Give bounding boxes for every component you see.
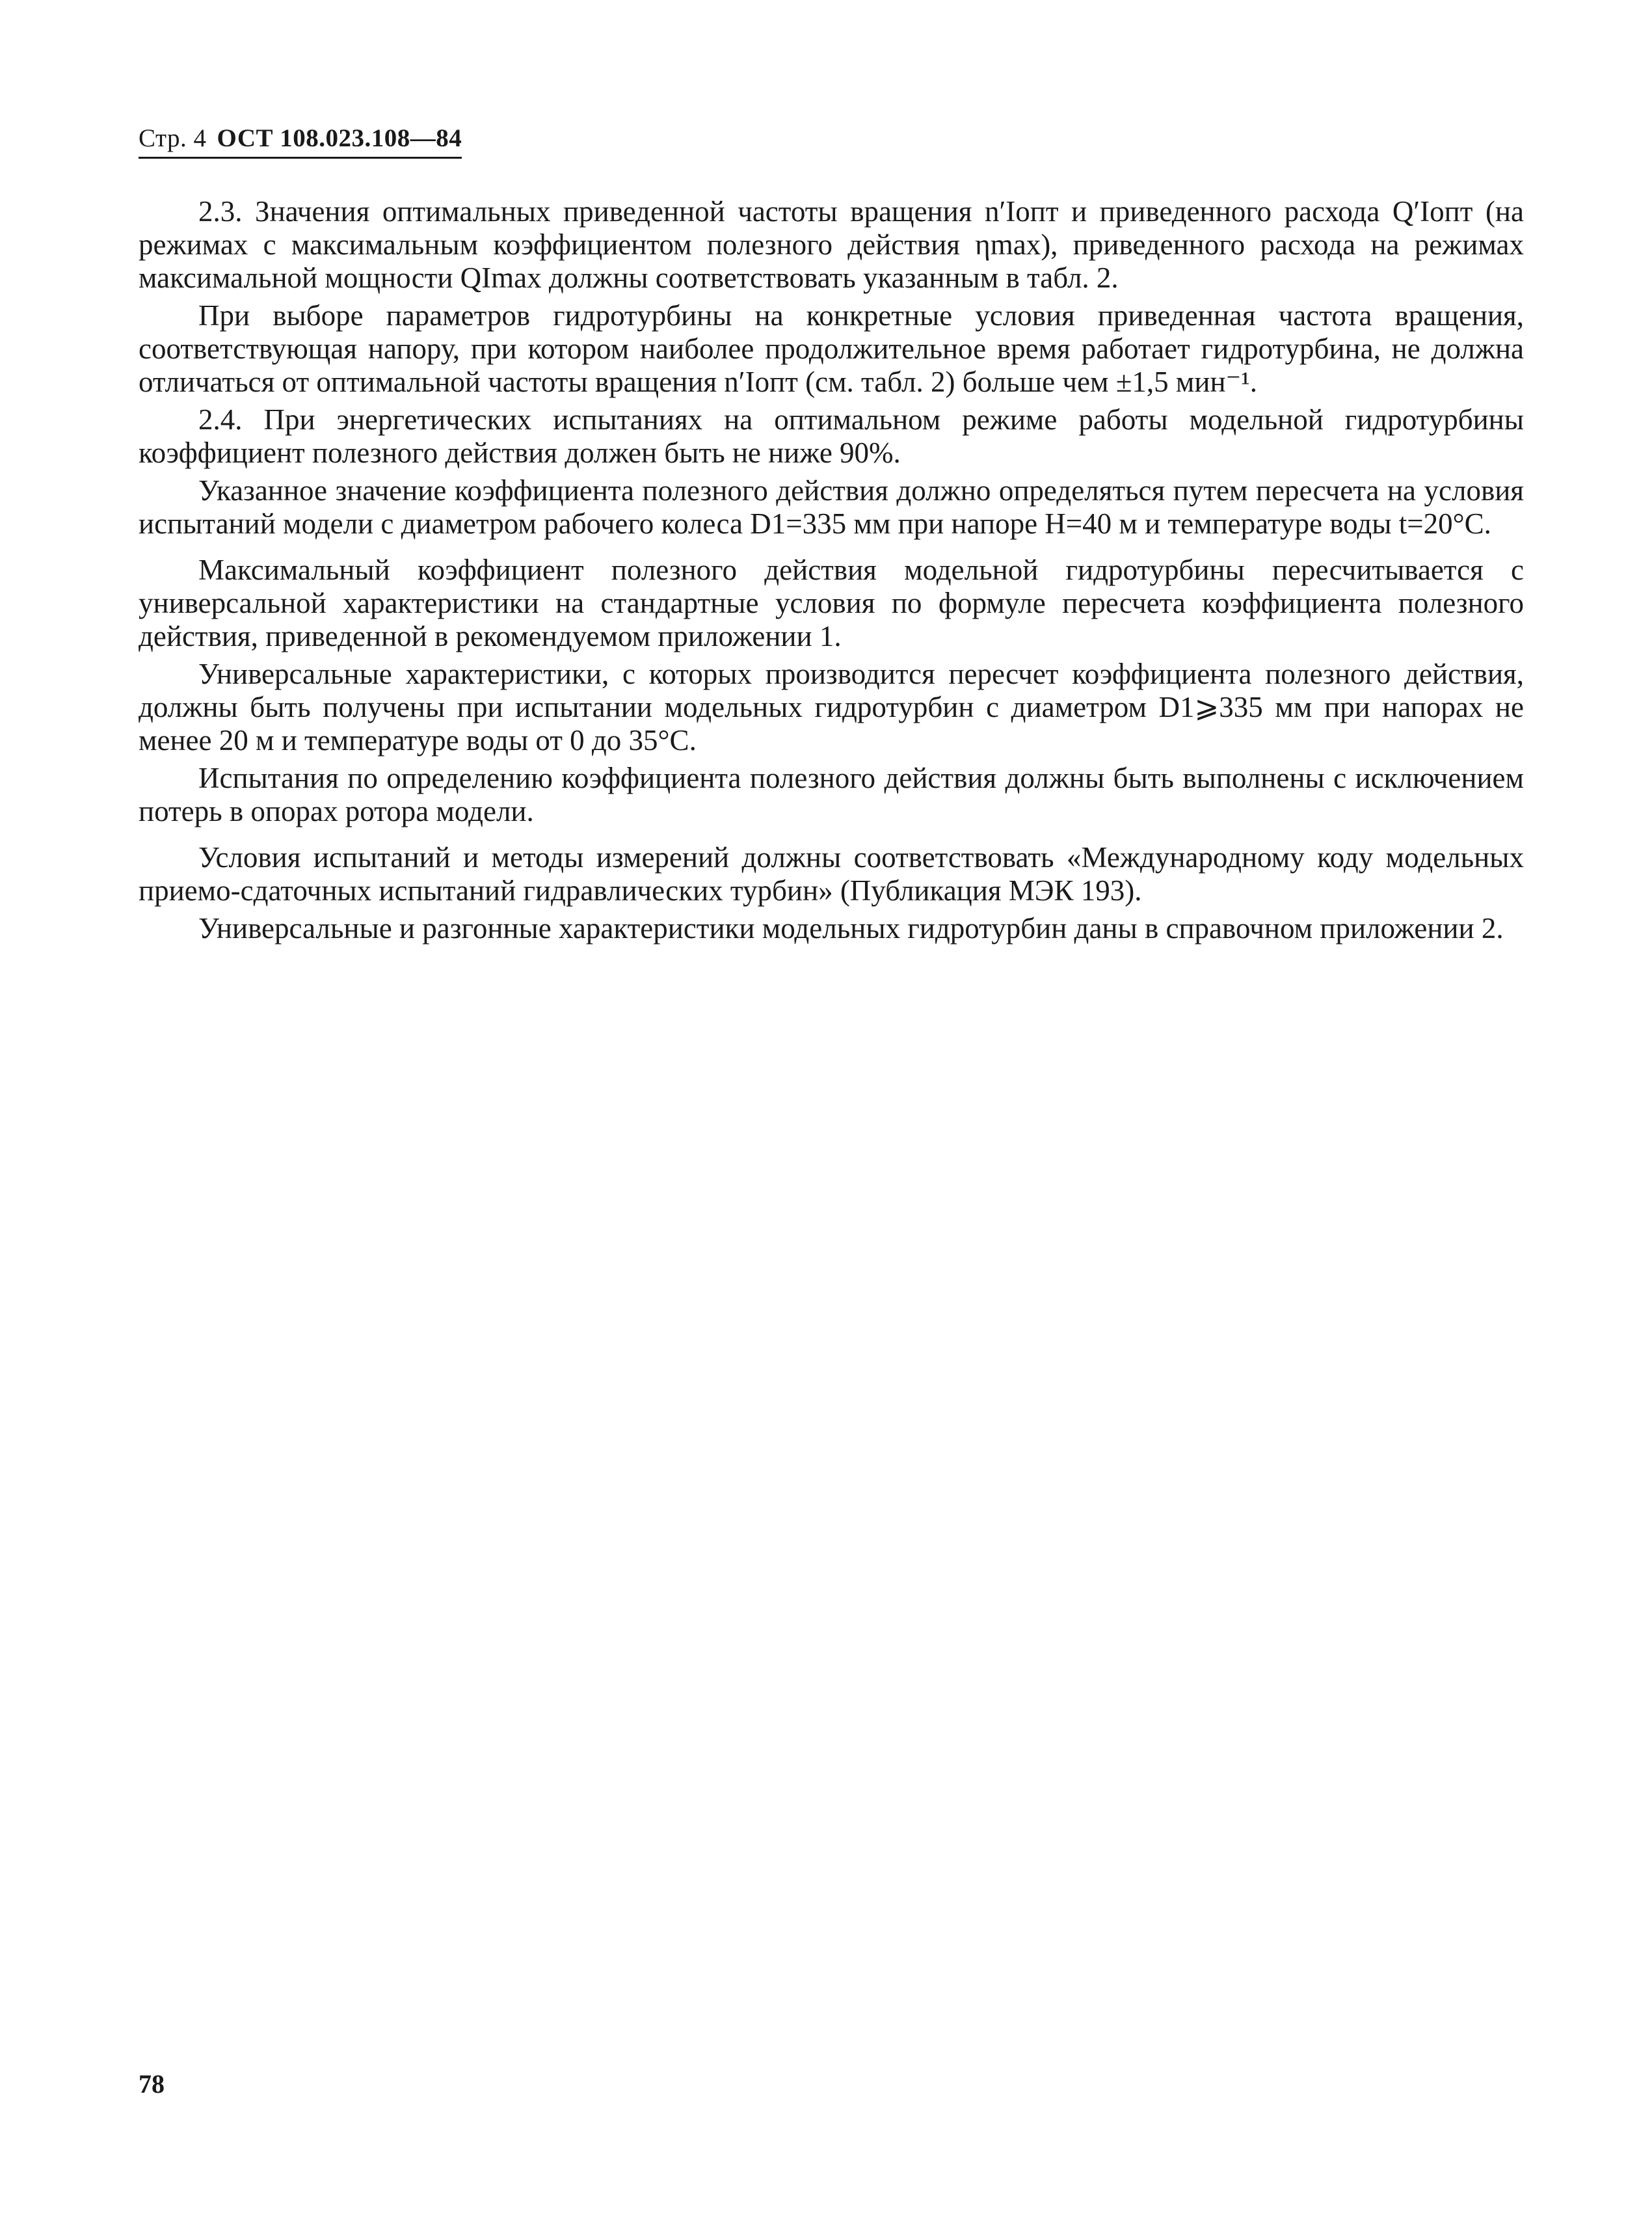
paragraph-efficiency-recalculation: Указанное значение коэффициента полезного действия должно определяться путем пересчета на условия испытаний модели с диаметром рабочего колеса D1=335 мм при напоре H=40 м и температуре воды t=20°C. [139, 474, 1524, 540]
paragraph-bearing-losses: Испытания по определению коэффициента полезного действия должны быть выполнены с исключением потерь в опорах ротора модели. [139, 762, 1524, 827]
paragraph-test-conditions: Условия испытаний и методы измерений должны соответствовать «Международному коду модельных приемо-сдаточных испытаний гидравлических турбин» (Публикация МЭК 193). [139, 841, 1524, 907]
paragraph-reference-appendix: Универсальные и разгонные характеристики модельных гидротурбин даны в справочном приложении 2. [198, 912, 1504, 945]
page-header [139, 124, 462, 159]
document-body [139, 195, 1524, 950]
paragraph-universal-characteristics: Универсальные характеристики, с которых производится пересчет коэффициента полезного действия, должны быть получены при испытании модельных гидротурбин с диаметром D1⩾335 мм при напорах не менее 20 м и температуре воды от 0 до 35°C. [139, 658, 1524, 757]
document-code: ОСТ 108.023.108—84 [217, 124, 462, 152]
paragraph-2-4: 2.4. При энергетических испытаниях на оптимальном режиме работы модельной гидротурбины коэффициент полезного действия должен быть не ниже 90%. [139, 403, 1524, 469]
page-number: 78 [139, 2069, 165, 2099]
paragraph-max-efficiency: Максимальный коэффициент полезного действия модельной гидротурбины пересчитывается с универсальной характеристики на стандартные условия по формуле пересчета коэффициента полезного действия, приведенной в рекомендуемом приложении 1. [139, 554, 1524, 652]
page-label: Стр. 4 [139, 124, 207, 152]
paragraph-parameter-selection: При выборе параметров гидротурбины на конкретные условия приведенная частота вращения, соответствующая напору, при котором наиболее продолжительное время работает гидротурбина, не должна отличаться от оптимальной частоты вращения n′Iопт (см. табл. 2) больше чем ±1,5 мин⁻¹. [139, 299, 1524, 398]
paragraph-2-3: 2.3. Значения оптимальных приведенной частоты вращения n′Iопт и приведенного расхода Q′Iопт (на режимах с максимальным коэффициентом полезного действия ηmax), приведенного расхода на режимах максимальной мощности QImax должны соответствовать указанным в табл. 2. [139, 195, 1524, 294]
